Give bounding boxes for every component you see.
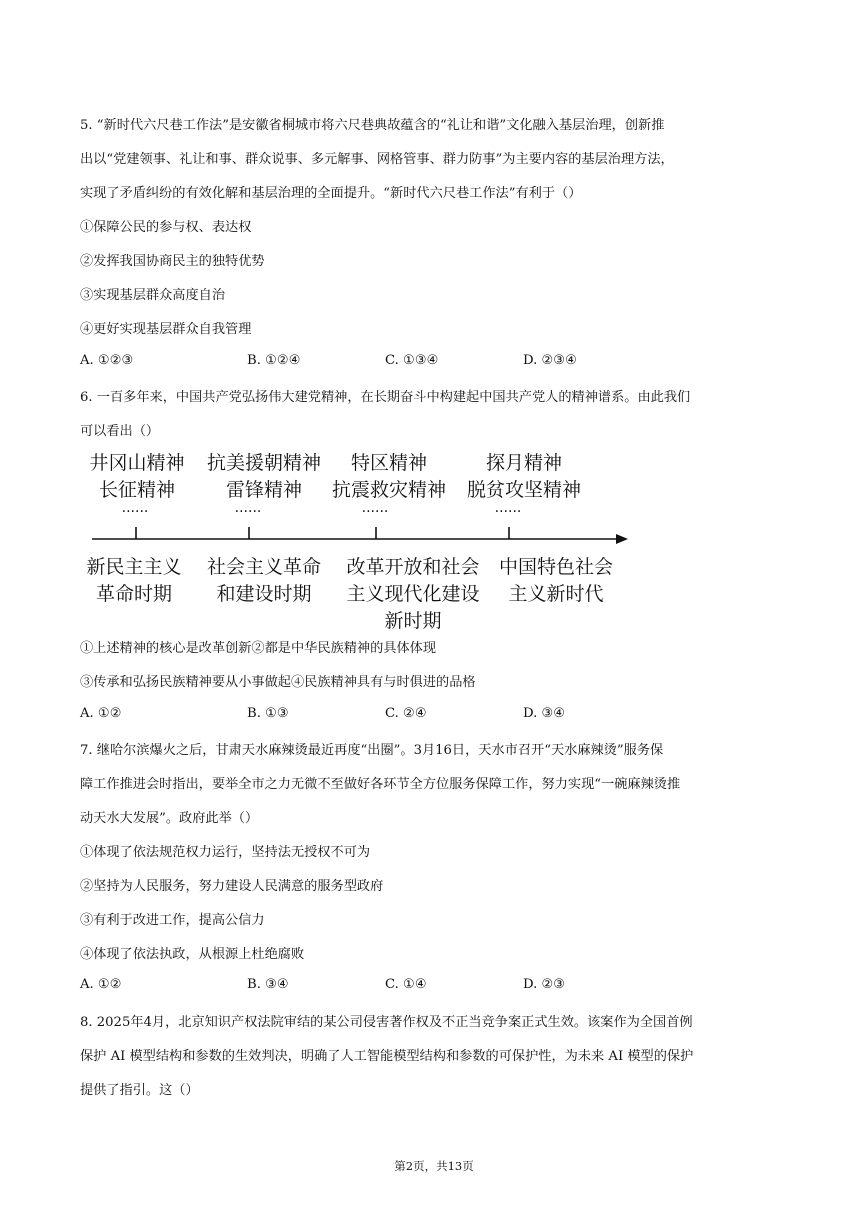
q5-item-2: ②发挥我国协商民主的独特优势 — [80, 254, 265, 269]
q8-stem-line: 提供了指引。这（） — [80, 1083, 199, 1098]
era2-spirits — [198, 448, 330, 502]
q6-option-a[interactable]: A. ①② — [80, 706, 122, 721]
timeline-arrow — [60, 522, 660, 552]
spirit-timeline-diagram — [60, 440, 660, 630]
q7-option-b[interactable]: B. ③④ — [247, 977, 289, 992]
q5-item-3: ③实现基层群众高度自治 — [80, 288, 226, 303]
q7-option-d[interactable]: D. ②③ — [523, 977, 566, 992]
q7-stem-line: 7. 继哈尔滨爆火之后，甘肃天水麻辣烫最近再度“出圈”。3月16日，天水市召开“天水麻辣烫”服务保 — [80, 743, 664, 758]
spirit-label: 抗震救灾精神 — [331, 479, 446, 501]
dots: ...... — [494, 500, 522, 516]
spirit-label: 雷锋精神 — [225, 479, 302, 501]
q8-stem-line: 保护 AI 模型结构和参数的生效判决，明确了人工智能模型结构和参数的可保护性，为未来 AI 模型的保护 — [80, 1049, 694, 1064]
q6-items-line-2: ③传承和弘扬民族精神要从小事做起④民族精神具有与时俱进的品格 — [80, 675, 476, 690]
dots: ...... — [234, 500, 262, 516]
q7-option-a[interactable]: A. ①② — [80, 977, 122, 992]
period-label: 和建设时期 — [216, 583, 312, 605]
spirit-label: 长征精神 — [98, 479, 175, 501]
q6-option-d[interactable]: D. ③④ — [523, 706, 566, 721]
q6-option-b[interactable]: B. ①③ — [247, 706, 289, 721]
q5-stem-line: 出以“党建领事、礼让和事、群众说事、多元解事、网格管事、群力防事”为主要内容的基层治理方法， — [80, 152, 674, 167]
q7-option-c[interactable]: C. ①④ — [385, 977, 427, 992]
spirit-label: 脱贫攻坚精神 — [466, 479, 581, 501]
q6-items-line-1: ①上述精神的核心是改革创新②都是中华民族精神的具体体现 — [80, 641, 437, 656]
q5-item-4: ④更好实现基层群众自我管理 — [80, 322, 252, 337]
period-label: 革命时期 — [95, 583, 172, 605]
q7-stem-line: 动天水大发展”。政府此举（） — [80, 811, 259, 826]
period-label: 主义新时代 — [508, 583, 604, 605]
q5-option-a[interactable]: A. ①②③ — [80, 353, 134, 368]
q5-item-1: ①保障公民的参与权、表达权 — [80, 220, 252, 235]
spirit-label: 特区精神 — [350, 452, 427, 474]
page-footer: 第2页，共13页 — [394, 1159, 474, 1173]
period-label: 新时期 — [384, 610, 442, 632]
q7-item-2: ②坚持为人民服务，努力建设人民满意的服务型政府 — [80, 879, 384, 894]
spirit-label: 抗美援朝精神 — [206, 452, 321, 474]
spirit-label: 井冈山精神 — [89, 452, 185, 474]
era3-spirits — [326, 448, 452, 502]
era2-period — [198, 552, 330, 606]
era1-period — [74, 552, 194, 606]
era4-spirits — [458, 448, 590, 502]
period-label: 新民主主义 — [86, 556, 182, 578]
period-label: 主义现代化建设 — [346, 583, 480, 605]
q5-stem-line: 5. “新时代六尺巷工作法”是安徽省桐城市将六尺巷典故蕴含的“礼让和谐”文化融入基层治理，创新推 — [80, 118, 665, 133]
q6-option-c[interactable]: C. ②④ — [385, 706, 427, 721]
period-label: 改革开放和社会 — [346, 556, 480, 578]
q5-stem-line: 实现了矛盾纠纷的有效化解和基层治理的全面提升。“新时代六尺巷工作法”有利于（） — [80, 186, 582, 201]
q7-stem-line: 障工作推进会时指出，要举全市之力无微不至做好各环节全方位服务保障工作，努力实现“一碗麻辣烫推 — [80, 777, 681, 792]
q6-stem-line: 可以看出（） — [80, 424, 160, 439]
q8-stem-line: 8. 2025年4月，北京知识产权法院审结的某公司侵害著作权及不正当竞争案正式生效。该案作为全国首例 — [80, 1015, 693, 1030]
spirit-label: 探月精神 — [485, 452, 562, 474]
era4-period — [490, 552, 622, 606]
q7-item-4: ④体现了依法执政，从根源上杜绝腐败 — [80, 947, 305, 962]
period-label: 中国特色社会 — [498, 556, 613, 578]
dots: ...... — [121, 500, 149, 516]
q7-item-3: ③有利于改进工作，提高公信力 — [80, 913, 265, 928]
era1-spirits — [82, 448, 192, 502]
q6-stem-line: 6. 一百多年来，中国共产党弘扬伟大建党精神，在长期奋斗中构建起中国共产党人的精神谱系。由此我们 — [80, 390, 691, 405]
q5-option-c[interactable]: C. ①③④ — [385, 353, 439, 368]
q7-item-1: ①体现了依法规范权力运行，坚持法无授权不可为 — [80, 845, 371, 860]
dots: ...... — [361, 500, 389, 516]
period-label: 社会主义革命 — [206, 556, 321, 578]
era3-period — [336, 552, 490, 633]
q5-option-b[interactable]: B. ①②④ — [247, 353, 301, 368]
q5-option-d[interactable]: D. ②③④ — [523, 353, 577, 368]
